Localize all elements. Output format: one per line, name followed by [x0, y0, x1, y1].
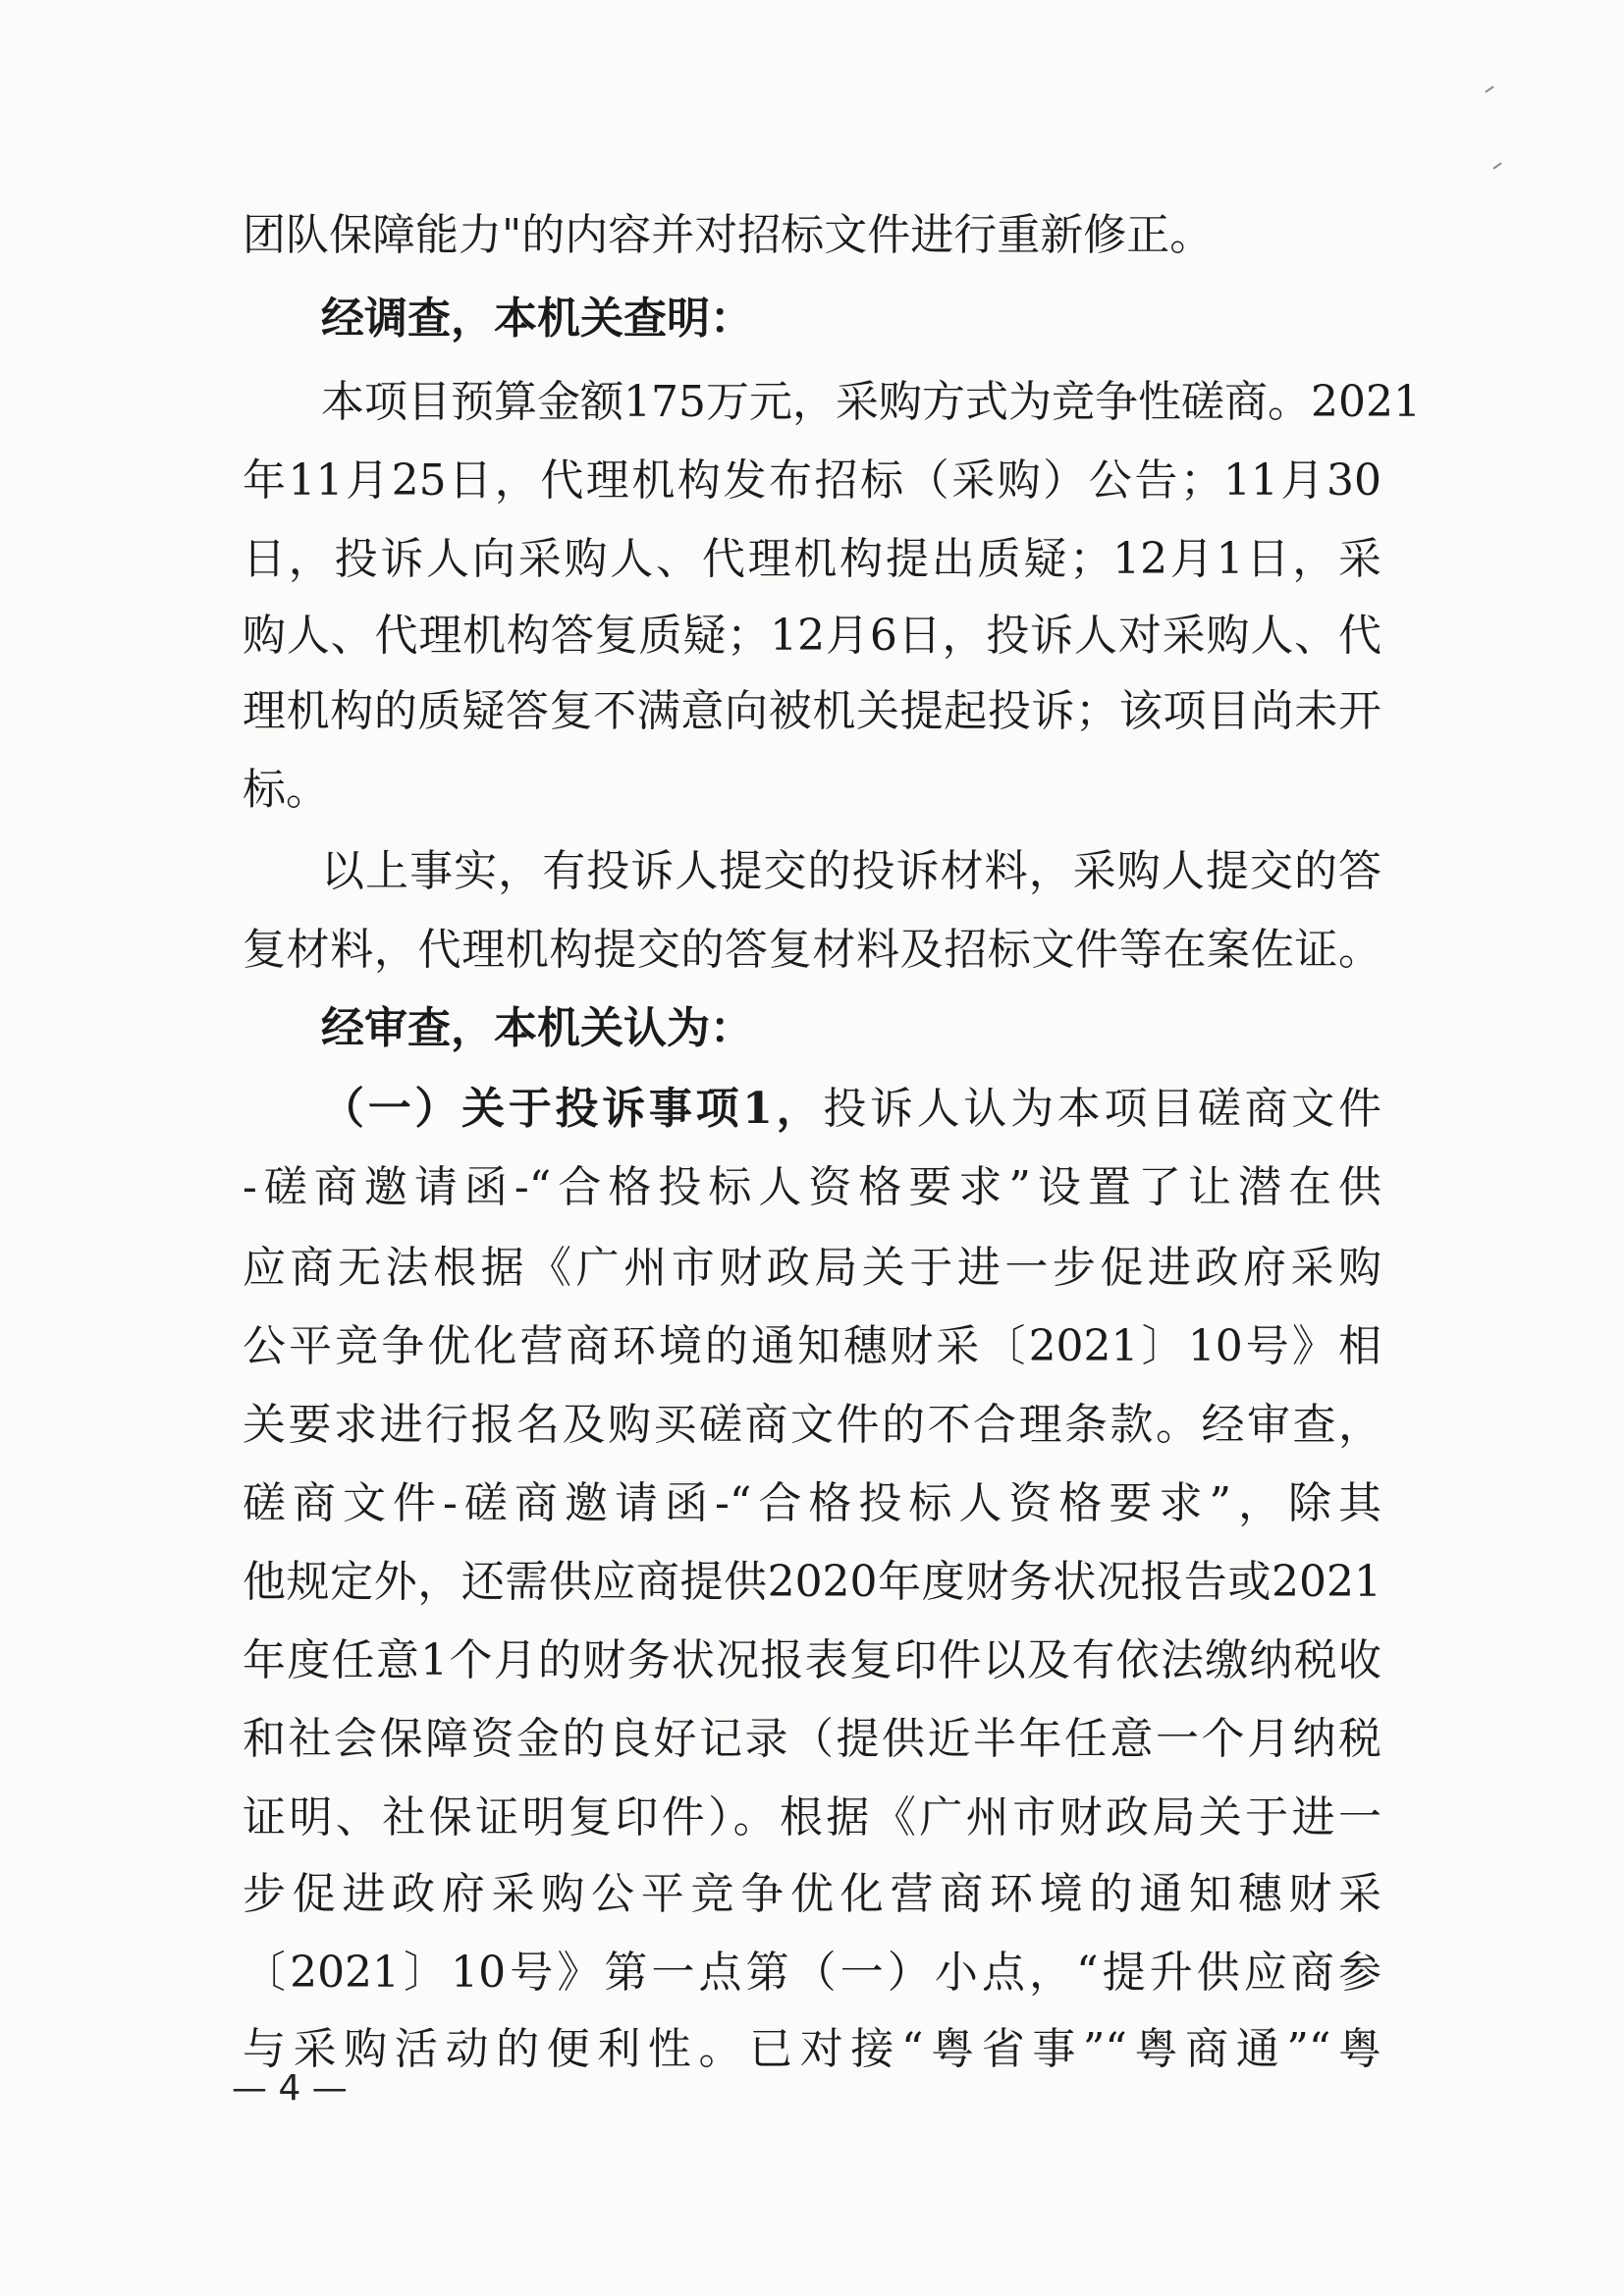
text-line: 关要求进行报名及购买磋商文件的不合理条款。经审查，: [243, 1400, 1381, 1450]
text-line: 团队保障能力"的内容并对招标文件进行重新修正。: [243, 210, 1214, 260]
text-line: 理机构的质疑答复不满意向被机关提起投诉；该项目尚未开: [243, 686, 1381, 736]
text-line-bold: （一）关于投诉事项1，: [321, 1084, 824, 1134]
scan-mark: [1485, 85, 1493, 92]
page-number: — 4 —: [232, 2068, 348, 2109]
text-line: 以上事实，有投诉人提交的投诉材料，采购人提交的答: [321, 846, 1381, 896]
text-line: 标。: [243, 765, 329, 815]
scan-mark: [1492, 162, 1501, 169]
text-line: 本项目预算金额175万元，采购方式为竞争性磋商。2021: [321, 377, 1421, 427]
text-line: 磋商文件-磋商邀请函-“合格投标人资格要求”，除其: [243, 1478, 1381, 1528]
text-line: 日，投诉人向采购人、代理机构提出质疑；12月1日，采: [243, 534, 1381, 584]
text-line: 和社会保障资金的良好记录（提供近半年任意一个月纳税: [243, 1714, 1381, 1764]
text-line: -磋商邀请函-“合格投标人资格要求”设置了让潜在供: [243, 1162, 1381, 1212]
text-line: 复材料，代理机构提交的答复材料及招标文件等在案佐证。: [243, 925, 1381, 975]
text-line: 经审查，本机关认为：: [321, 1003, 753, 1053]
text-line: 〔2021〕10号》第一点第（一）小点，“提升供应商参: [243, 1948, 1381, 1998]
text-line: 年11月25日，代理机构发布招标（采购）公告；11月30: [243, 455, 1381, 506]
text-line: 经调查，本机关查明：: [321, 294, 753, 344]
text-line: 购人、代理机构答复质疑；12月6日，投诉人对采购人、代: [243, 611, 1381, 661]
text-line: 步促进政府采购公平竞争优化营商环境的通知穗财采: [243, 1869, 1381, 1919]
text-line-rest: 投诉人认为本项目磋商文件: [823, 1084, 1381, 1134]
text-line: 应商无法根据《广州市财政局关于进一步促进政府采购: [243, 1243, 1381, 1293]
text-line: [321, 1080, 1381, 1139]
text-line: 证明、社保证明复印件）。根据《广州市财政局关于进一: [243, 1792, 1381, 1842]
text-line: 年度任意1个月的财务状况报表复印件以及有依法缴纳税收: [243, 1635, 1381, 1685]
text-line: 与采购活动的便利性。已对接“粤省事”“粤商通”“粤: [243, 2024, 1381, 2074]
text-line: 公平竞争优化营商环境的通知穗财采〔2021〕10号》相: [243, 1321, 1381, 1371]
text-line: 他规定外，还需供应商提供2020年度财务状况报告或2021: [243, 1557, 1381, 1607]
